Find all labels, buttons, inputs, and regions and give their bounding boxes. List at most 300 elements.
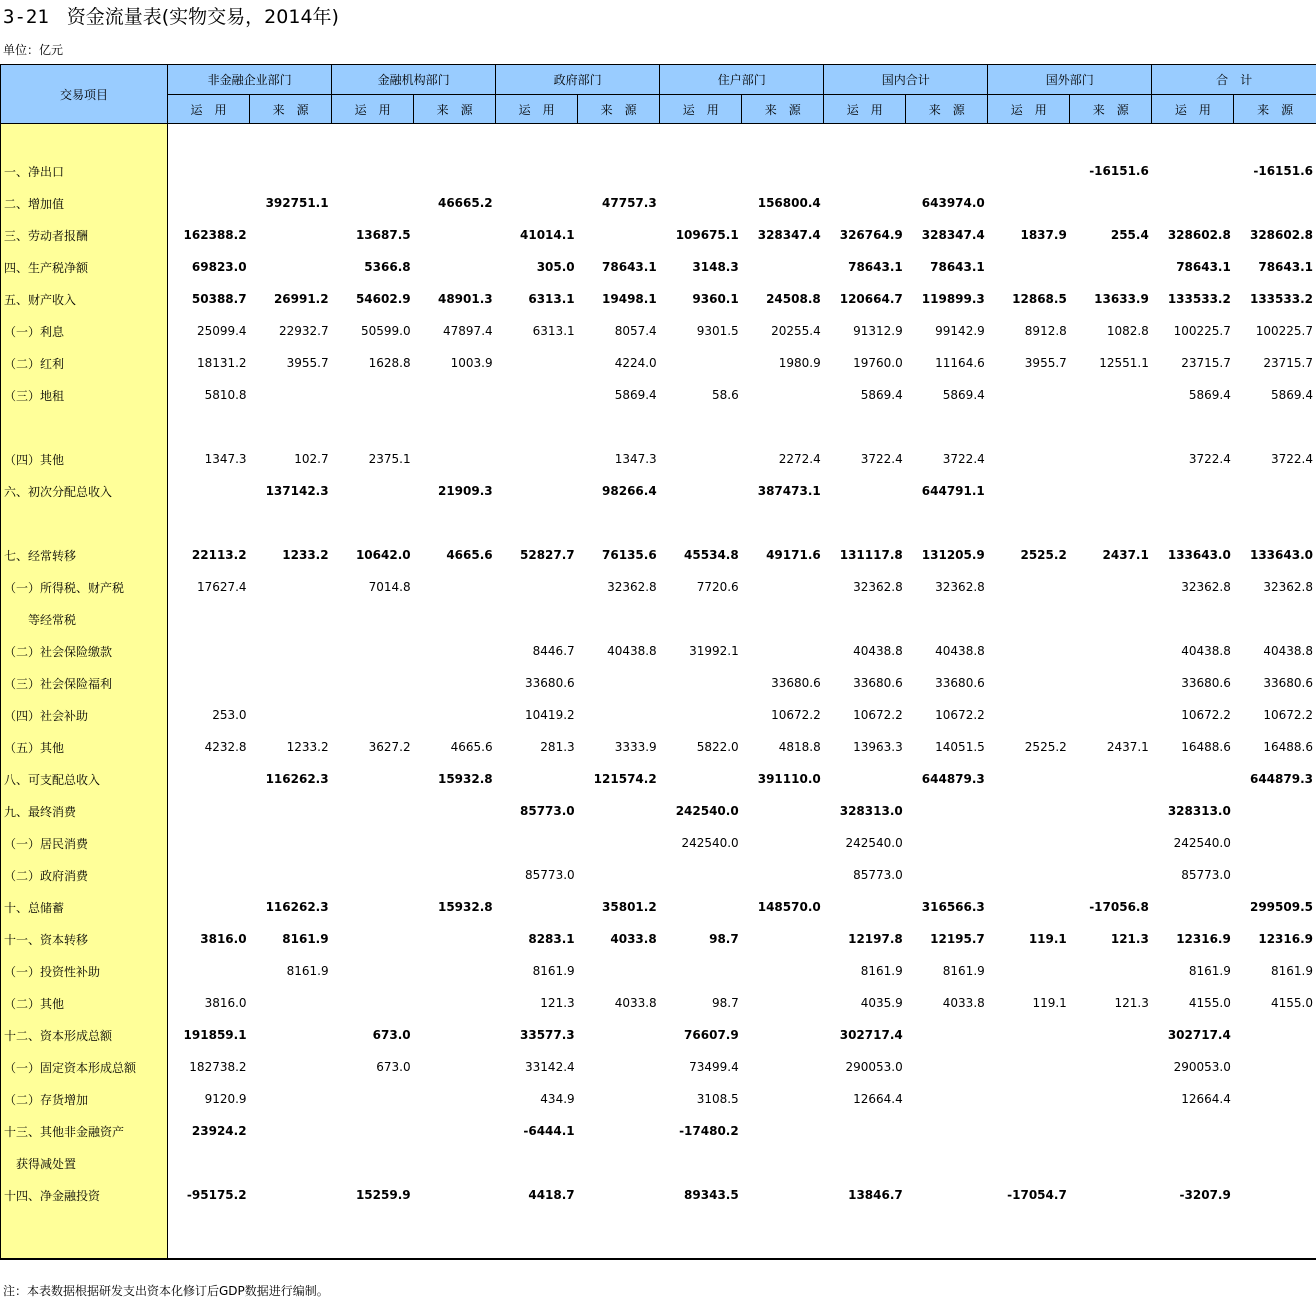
row-label: （二）其他 (1, 987, 168, 1019)
value-cell (660, 507, 742, 539)
value-cell (742, 251, 824, 283)
value-cell (414, 379, 496, 411)
value-cell (660, 763, 742, 795)
value-cell (332, 411, 414, 443)
value-cell: 3816.0 (204, 996, 247, 1010)
sector-header: 国内合计 (824, 65, 988, 95)
table-row (1, 411, 1316, 443)
value-cell (578, 859, 660, 891)
sector-header: 金融机构部门 (332, 65, 496, 95)
value-cell (742, 411, 824, 443)
value-cell (332, 891, 414, 923)
value-cell: 78643.1 (1176, 260, 1231, 274)
value-cell (250, 219, 332, 251)
value-cell: -17054.7 (1007, 1188, 1067, 1202)
value-cell: 242540.0 (681, 836, 739, 850)
value-cell (742, 507, 824, 539)
value-cell: 15259.9 (355, 1188, 411, 1202)
value-cell (1070, 1051, 1152, 1083)
value-cell (414, 987, 496, 1019)
value-cell (332, 1147, 414, 1179)
value-cell: 1347.3 (614, 452, 657, 466)
value-cell (1070, 507, 1152, 539)
value-cell: 52827.7 (520, 548, 575, 562)
value-cell (250, 507, 332, 539)
value-cell: 4818.8 (778, 740, 821, 754)
value-cell: 8161.9 (286, 964, 329, 978)
value-cell: 11164.6 (935, 356, 985, 370)
value-cell: 102.7 (294, 452, 329, 466)
value-cell: 1233.2 (282, 548, 329, 562)
value-cell: 182738.2 (189, 1060, 247, 1074)
table-row (1, 1179, 1316, 1211)
value-cell (496, 124, 578, 156)
value-cell: 89343.5 (684, 1188, 739, 1202)
row-label: 七、经常转移 (1, 539, 168, 571)
value-cell: 8057.4 (614, 324, 657, 338)
value-cell (988, 507, 1070, 539)
value-cell: 10672.2 (771, 708, 821, 722)
table-body (1, 124, 1316, 1260)
row-label (1, 124, 168, 156)
value-cell: 5869.4 (942, 388, 985, 402)
value-cell: 47757.3 (602, 196, 657, 210)
value-cell: -3207.9 (1179, 1188, 1231, 1202)
value-cell: 69823.0 (191, 260, 247, 274)
value-cell (332, 859, 414, 891)
value-cell (250, 124, 332, 156)
value-cell (1234, 1179, 1316, 1211)
value-cell (988, 603, 1070, 635)
value-cell: 5810.8 (204, 388, 247, 402)
value-cell: 328602.8 (1249, 228, 1313, 242)
value-cell (332, 507, 414, 539)
value-cell: 302717.4 (1167, 1028, 1231, 1042)
value-cell (1234, 1115, 1316, 1147)
value-cell: 328602.8 (1167, 228, 1231, 242)
table-row (1, 1115, 1316, 1147)
value-cell: 644879.3 (1249, 772, 1313, 786)
value-cell (496, 379, 578, 411)
value-cell: 5869.4 (860, 388, 903, 402)
value-cell (414, 155, 496, 187)
value-cell (578, 155, 660, 187)
value-cell (496, 347, 578, 379)
value-cell: 3955.7 (1024, 356, 1067, 370)
value-cell: -16151.6 (1253, 164, 1313, 178)
value-cell (578, 124, 660, 156)
value-cell (332, 699, 414, 731)
value-cell (332, 187, 414, 219)
value-cell (414, 507, 496, 539)
value-cell: 121574.2 (593, 772, 657, 786)
value-cell: 8161.9 (282, 932, 329, 946)
value-cell: 14051.5 (935, 740, 985, 754)
value-cell (332, 667, 414, 699)
value-cell (578, 955, 660, 987)
value-cell: 13846.7 (848, 1188, 903, 1202)
value-cell (1152, 1147, 1234, 1179)
value-cell (1234, 187, 1316, 219)
value-cell (332, 603, 414, 635)
value-cell (1152, 1115, 1234, 1147)
value-cell: 156800.4 (757, 196, 821, 210)
value-cell: 133533.2 (1249, 292, 1313, 306)
value-cell: 50599.0 (360, 324, 411, 338)
value-cell (742, 124, 824, 156)
sector-header: 政府部门 (496, 65, 660, 95)
value-cell (742, 571, 824, 603)
value-cell: 12195.7 (930, 932, 985, 946)
value-cell: 9120.9 (204, 1092, 247, 1106)
value-cell (824, 507, 906, 539)
value-cell (1070, 859, 1152, 891)
value-cell: 10672.2 (935, 708, 985, 722)
value-cell: 5822.0 (696, 740, 739, 754)
value-cell (1234, 1211, 1316, 1259)
value-cell (1152, 187, 1234, 219)
value-cell (742, 1083, 824, 1115)
value-cell: 45534.8 (684, 548, 739, 562)
value-cell (250, 379, 332, 411)
value-cell (414, 667, 496, 699)
table-row (1, 1051, 1316, 1083)
table-row (1, 667, 1316, 699)
value-cell: 316566.3 (921, 900, 985, 914)
value-cell (1070, 667, 1152, 699)
table-number: 3-21 (3, 6, 49, 28)
value-cell: 12664.4 (853, 1092, 903, 1106)
value-cell (414, 443, 496, 475)
value-cell: 290053.0 (845, 1060, 903, 1074)
value-cell (660, 124, 742, 156)
value-cell (250, 859, 332, 891)
value-cell (250, 1083, 332, 1115)
value-cell (824, 1211, 906, 1259)
value-cell: 4033.8 (942, 996, 985, 1010)
row-label: 二、增加值 (1, 187, 168, 219)
value-cell (496, 1147, 578, 1179)
use-header: 运 用 (1152, 95, 1234, 124)
value-cell (496, 827, 578, 859)
value-cell: 3722.4 (1188, 452, 1231, 466)
value-cell: 3333.9 (614, 740, 657, 754)
value-cell (168, 603, 250, 635)
value-cell (168, 635, 250, 667)
value-cell (168, 155, 250, 187)
table-row (1, 1019, 1316, 1051)
value-cell: 76607.9 (684, 1028, 739, 1042)
value-cell: 73499.4 (689, 1060, 739, 1074)
row-label: （一）固定资本形成总额 (1, 1051, 168, 1083)
value-cell: 1082.8 (1106, 324, 1149, 338)
value-cell (578, 1147, 660, 1179)
value-cell: 31992.1 (689, 644, 739, 658)
value-cell (824, 411, 906, 443)
value-cell: 19760.0 (853, 356, 903, 370)
value-cell (250, 1211, 332, 1259)
row-label: （三）地租 (1, 379, 168, 411)
value-cell (496, 571, 578, 603)
value-cell (250, 1019, 332, 1051)
value-cell: 290053.0 (1173, 1060, 1231, 1074)
value-cell: 16488.6 (1181, 740, 1231, 754)
sector-header: 非金融企业部门 (168, 65, 332, 95)
value-cell (250, 635, 332, 667)
value-cell (660, 1147, 742, 1179)
value-cell (1234, 507, 1316, 539)
value-cell (414, 603, 496, 635)
value-cell: 12316.9 (1176, 932, 1231, 946)
row-label: 六、初次分配总收入 (1, 475, 168, 507)
value-cell (906, 1083, 988, 1115)
value-cell: 255.4 (1110, 228, 1149, 242)
value-cell (1234, 795, 1316, 827)
value-cell (1152, 155, 1234, 187)
value-cell (414, 955, 496, 987)
value-cell (414, 124, 496, 156)
value-cell (1070, 124, 1152, 156)
value-cell (824, 475, 906, 507)
value-cell: 85773.0 (525, 868, 575, 882)
value-cell (660, 475, 742, 507)
value-cell (906, 155, 988, 187)
value-cell (824, 891, 906, 923)
value-cell (988, 763, 1070, 795)
value-cell (1070, 251, 1152, 283)
value-cell: 8161.9 (1271, 964, 1313, 978)
value-cell: 8161.9 (1188, 964, 1231, 978)
value-cell (988, 187, 1070, 219)
value-cell (578, 411, 660, 443)
value-cell (414, 1211, 496, 1259)
value-cell (742, 1019, 824, 1051)
row-label (1, 411, 168, 443)
value-cell: 32362.8 (1263, 580, 1313, 594)
value-cell: 40438.8 (607, 644, 657, 658)
value-cell: 78643.1 (930, 260, 985, 274)
value-cell (906, 1115, 988, 1147)
value-cell: 12664.4 (1181, 1092, 1231, 1106)
row-label: 五、财产收入 (1, 283, 168, 315)
table-row (1, 475, 1316, 507)
value-cell (988, 1147, 1070, 1179)
value-cell: 18131.2 (196, 356, 247, 370)
value-cell: 5366.8 (364, 260, 411, 274)
value-cell (414, 1051, 496, 1083)
value-cell: 15932.8 (437, 772, 493, 786)
value-cell: 137142.3 (265, 484, 329, 498)
source-header: 来 源 (578, 95, 660, 124)
value-cell: 1003.9 (450, 356, 493, 370)
row-label: （二）存货增加 (1, 1083, 168, 1115)
value-cell: 121.3 (1110, 932, 1149, 946)
value-cell: 133533.2 (1167, 292, 1231, 306)
value-cell: 2525.2 (1024, 740, 1067, 754)
value-cell: 3722.4 (942, 452, 985, 466)
value-cell (1070, 603, 1152, 635)
value-cell (742, 603, 824, 635)
value-cell (1070, 1211, 1152, 1259)
value-cell (332, 124, 414, 156)
row-label: （四）社会补助 (1, 699, 168, 731)
value-cell: 10642.0 (355, 548, 411, 562)
value-cell: 121.3 (540, 996, 575, 1010)
row-label: 九、最终消费 (1, 795, 168, 827)
value-cell: 54602.9 (355, 292, 411, 306)
value-cell: 48901.3 (437, 292, 493, 306)
value-cell (168, 827, 250, 859)
source-header: 来 源 (414, 95, 496, 124)
value-cell: 5869.4 (614, 388, 657, 402)
value-cell: 40438.8 (1181, 644, 1231, 658)
value-cell: 3148.3 (692, 260, 739, 274)
value-cell: -17480.2 (679, 1124, 739, 1138)
value-cell: 4033.8 (614, 996, 657, 1010)
value-cell: 392751.1 (265, 196, 329, 210)
use-header: 运 用 (824, 95, 906, 124)
value-cell (1070, 763, 1152, 795)
value-cell (742, 859, 824, 891)
value-cell: 12551.1 (1099, 356, 1149, 370)
value-cell (824, 1147, 906, 1179)
value-cell (1152, 603, 1234, 635)
value-cell: 40438.8 (935, 644, 985, 658)
value-cell (742, 795, 824, 827)
value-cell (906, 1179, 988, 1211)
value-cell (906, 124, 988, 156)
value-cell: 2375.1 (368, 452, 411, 466)
value-cell (250, 1147, 332, 1179)
value-cell (332, 1211, 414, 1259)
value-cell (660, 955, 742, 987)
value-cell: -95175.2 (186, 1188, 247, 1202)
value-cell: 4418.7 (528, 1188, 575, 1202)
value-cell: 100225.7 (1255, 324, 1313, 338)
value-cell: 32362.8 (935, 580, 985, 594)
value-cell: 3627.2 (368, 740, 411, 754)
value-cell (250, 155, 332, 187)
value-cell (496, 411, 578, 443)
value-cell: 98266.4 (602, 484, 657, 498)
row-label: （五）其他 (1, 731, 168, 763)
value-cell (742, 1179, 824, 1211)
row-label-header: 交易项目 (1, 65, 168, 124)
value-cell (1070, 475, 1152, 507)
value-cell (414, 411, 496, 443)
value-cell: 23924.2 (191, 1124, 247, 1138)
value-cell: 100225.7 (1173, 324, 1231, 338)
value-cell (578, 219, 660, 251)
value-cell: 8161.9 (942, 964, 985, 978)
row-label: 十三、其他非金融资产 (1, 1115, 168, 1147)
value-cell: 26991.2 (273, 292, 329, 306)
value-cell: 1628.8 (368, 356, 411, 370)
table-row (1, 315, 1316, 347)
value-cell: 644791.1 (921, 484, 985, 498)
value-cell: 32362.8 (607, 580, 657, 594)
row-label: （四）其他 (1, 443, 168, 475)
value-cell (1070, 1083, 1152, 1115)
value-cell: 12197.8 (848, 932, 903, 946)
table-title (3, 5, 339, 29)
value-cell (414, 859, 496, 891)
value-cell: 3955.7 (286, 356, 329, 370)
value-cell: 49171.6 (766, 548, 821, 562)
row-label: （一）所得税、财产税 (1, 571, 168, 603)
value-cell (1234, 859, 1316, 891)
value-cell (988, 891, 1070, 923)
use-header: 运 用 (496, 95, 578, 124)
value-cell: 33577.3 (520, 1028, 575, 1042)
value-cell (742, 1051, 824, 1083)
table-row (1, 507, 1316, 539)
value-cell (1070, 795, 1152, 827)
value-cell (414, 635, 496, 667)
table-row (1, 124, 1316, 156)
value-cell (660, 699, 742, 731)
value-cell (988, 635, 1070, 667)
value-cell: 40438.8 (853, 644, 903, 658)
table-row (1, 923, 1316, 955)
source-header: 来 源 (250, 95, 332, 124)
value-cell (578, 1211, 660, 1259)
value-cell (988, 155, 1070, 187)
table-row (1, 187, 1316, 219)
value-cell (1152, 411, 1234, 443)
value-cell (988, 251, 1070, 283)
value-cell: 32362.8 (1181, 580, 1231, 594)
value-cell: 673.0 (372, 1028, 411, 1042)
value-cell: 116262.3 (265, 772, 329, 786)
table-row (1, 155, 1316, 187)
value-cell: 5869.4 (1271, 388, 1313, 402)
value-cell: 47897.4 (443, 324, 493, 338)
value-cell (332, 827, 414, 859)
value-cell: 242540.0 (675, 804, 739, 818)
row-label: （一）利息 (1, 315, 168, 347)
value-cell (824, 124, 906, 156)
value-cell: 3108.5 (696, 1092, 739, 1106)
value-cell (988, 1019, 1070, 1051)
value-cell: 673.0 (376, 1060, 411, 1074)
value-cell: 4665.6 (450, 740, 493, 754)
table-row (1, 635, 1316, 667)
value-cell: 9360.1 (692, 292, 739, 306)
value-cell: -16151.6 (1089, 164, 1149, 178)
value-cell (1234, 411, 1316, 443)
value-cell: 21909.3 (437, 484, 493, 498)
value-cell: 91312.9 (853, 324, 903, 338)
value-cell (250, 1051, 332, 1083)
value-cell (496, 443, 578, 475)
value-cell (1234, 475, 1316, 507)
value-cell: 6313.1 (528, 292, 575, 306)
value-cell (332, 955, 414, 987)
value-cell (988, 1083, 1070, 1115)
value-cell: 4232.8 (204, 740, 247, 754)
value-cell (250, 571, 332, 603)
value-cell: 32362.8 (853, 580, 903, 594)
table-row (1, 219, 1316, 251)
value-cell: 10672.2 (853, 708, 903, 722)
use-header: 运 用 (660, 95, 742, 124)
value-cell (988, 475, 1070, 507)
value-cell (414, 571, 496, 603)
table-row (1, 731, 1316, 763)
value-cell (906, 1211, 988, 1259)
value-cell: 33680.6 (771, 676, 821, 690)
